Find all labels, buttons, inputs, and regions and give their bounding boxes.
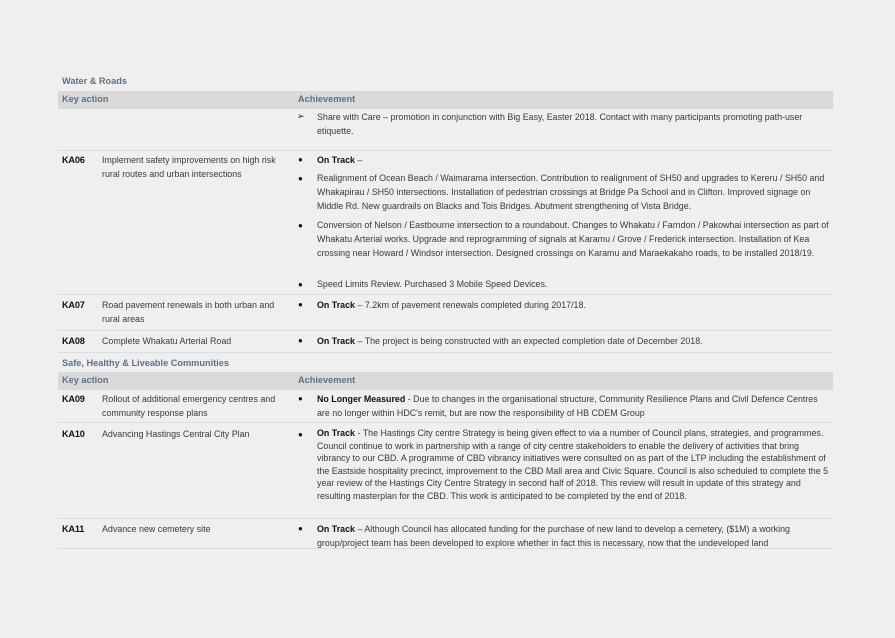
- ka07-achievement: [317, 298, 829, 312]
- ka11-status: On Track: [317, 524, 355, 534]
- ka09-action: Rollout of additional emergency centres and community response plans: [102, 394, 276, 418]
- ka08-text: – The project is being constructed with an expected completion date of December 2018.: [354, 336, 703, 346]
- ka10-status: On Track: [317, 428, 355, 438]
- bullet-icon: ●: [298, 280, 303, 289]
- ka11-text: – Although Council has allocated funding for the purchase of new land to develop a cemetery, ($1M) a working group/project team has been developed to explore whether in fact this is necessary, now that the undeveloped land: [317, 524, 790, 548]
- ka07-code: KA07: [62, 300, 85, 310]
- ka09-code: KA09: [62, 394, 85, 404]
- section-title-safe-communities: Safe, Healthy & Liveable Communities: [62, 358, 229, 368]
- section-title-water-roads: Water & Roads: [62, 76, 128, 86]
- bullet-icon: ●: [298, 430, 303, 439]
- ka07-action: Road pavement renewals in both urban and rural areas: [102, 300, 275, 324]
- ka08-achievement: [317, 334, 829, 348]
- ka06-action: Implement safety improvements on high risk rural routes and urban intersections: [102, 155, 276, 179]
- header-key-action: Key action: [62, 94, 109, 104]
- row-divider: [58, 294, 833, 295]
- ka09-text: - Due to changes in the organisational structure, Community Resilience Plans and Civil Defence Centres are no longer within HDC's remit, but are now the responsibility of HB CDEM Group: [317, 394, 818, 418]
- ka07-status: On Track: [317, 300, 355, 310]
- ka06-bullet-3: Conversion of Nelson / Eastbourne intersection to a roundabout. Changes to Whakatu / Farndon / Pakowhai intersection as part of Whakatu Arterial works. Upgrade and reprogramming of signals at Karamu / Grove / Frederick intersection. Installation of Kea crossing near Howard / Windsor intersection. Designed crossings on Karamu and Maraekakaho roads, to be installed 2018/19.: [317, 220, 829, 258]
- ka06-bullet-4: Speed Limits Review. Purchased 3 Mobile Speed Devices.: [317, 279, 548, 289]
- bullet-icon: ●: [298, 524, 303, 533]
- bullet-icon: ●: [298, 300, 303, 309]
- ka08-status: On Track: [317, 336, 355, 346]
- row-divider: [58, 422, 833, 423]
- ka11-action: Advance new cemetery site: [102, 524, 211, 534]
- table-header: [58, 372, 833, 390]
- row-divider: [58, 548, 833, 549]
- ka06-code: KA06: [62, 155, 85, 165]
- carryover-text: Share with Care – promotion in conjunction with Big Easy, Easter 2018. Contact with many participants promoting path-user etiquette.: [317, 112, 803, 136]
- ka06-status-suffix: –: [354, 155, 363, 165]
- ka08-action: Complete Whakatu Arterial Road: [102, 336, 232, 346]
- header-achievement: Achievement: [298, 375, 356, 385]
- table-header: [58, 91, 833, 109]
- ka11-achievement: [317, 522, 829, 550]
- row-divider: [58, 330, 833, 331]
- ka09-status: No Longer Measured: [317, 394, 406, 404]
- row-divider: [58, 352, 833, 353]
- ka09-achievement: [317, 392, 829, 420]
- arrow-bullet-icon: ➢: [297, 111, 305, 121]
- ka10-action: Advancing Hastings Central City Plan: [102, 429, 250, 439]
- bullet-icon: ●: [298, 155, 303, 164]
- ka10-achievement: [317, 427, 829, 502]
- row-divider: [58, 150, 833, 151]
- bullet-icon: ●: [298, 221, 303, 230]
- ka07-text: – 7.2km of pavement renewals completed during 2017/18.: [354, 300, 586, 310]
- bullet-icon: ●: [298, 394, 303, 403]
- row-divider: [58, 518, 833, 519]
- ka06-status-line: [317, 153, 829, 167]
- ka10-text: - The Hastings City centre Strategy is being given effect to via a number of Council plans, strategies, and programmes. Council continue to work in partnership with a range of city centre stakeholders to enable the delivery of activities that bring vibrancy to our CBD. A programme of CBD vibrancy initiatives were consulted on as part of the LTP including the establishment of the Eastside hospitality precinct, improvement to the CBD Mall area and Civic Square. Council is also scheduled to complete the 5 year review of the Hastings City Centre Strategy in second half of 2018. This review will result in update of this strategy and resulting masterplan for the CBD. This work is anticipated to be completed by the end of 2018.: [317, 428, 829, 501]
- ka10-code: KA10: [62, 429, 85, 439]
- bullet-icon: ●: [298, 174, 303, 183]
- header-achievement: Achievement: [298, 94, 356, 104]
- header-key-action: Key action: [62, 375, 109, 385]
- ka11-code: KA11: [62, 524, 85, 534]
- ka06-bullet-2: Realignment of Ocean Beach / Waimarama intersection. Contribution to realignment of SH50 and upgrades to Kereru / SH50 and Whakapirau / SH50 intersections. Installation of pedestrian crossings at Bridge Pa School and in Clifton. Improved signage on Middle Rd. New guardrails on Blacks and Tois Bridges. Abutment strengthening of Vista Bridge.: [317, 173, 825, 211]
- ka06-status: On Track: [317, 155, 355, 165]
- ka08-code: KA08: [62, 336, 85, 346]
- bullet-icon: ●: [298, 336, 303, 345]
